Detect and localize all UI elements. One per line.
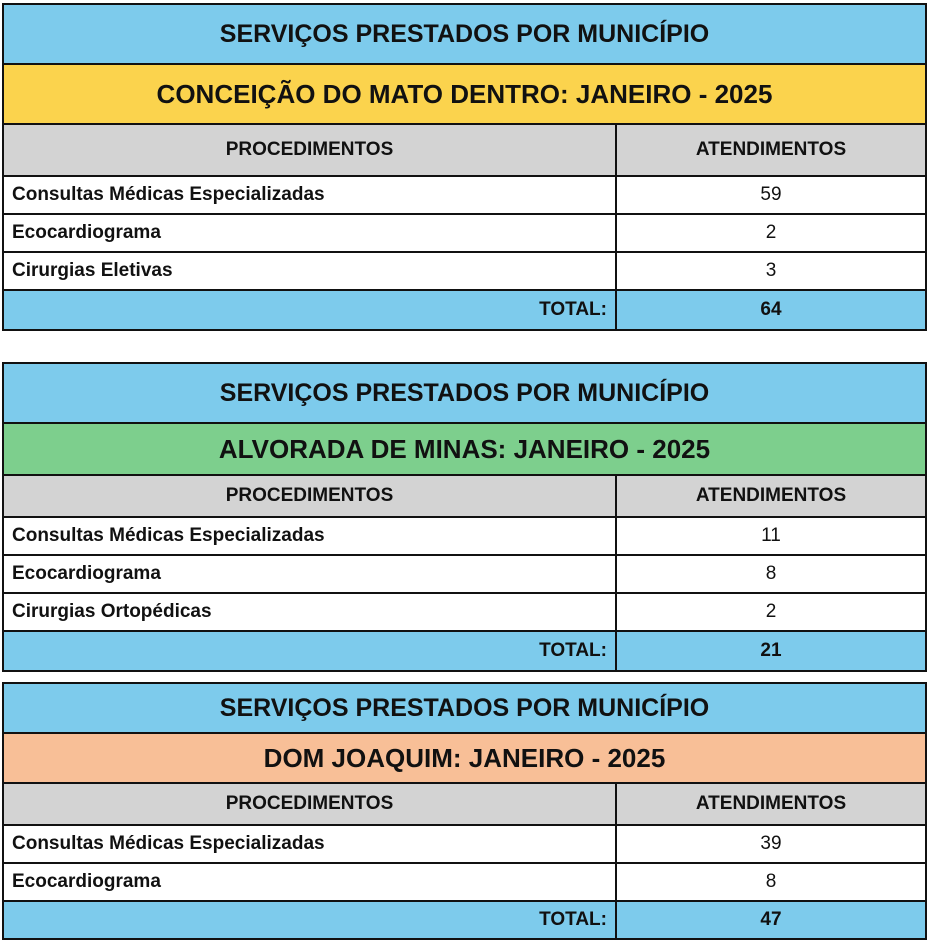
- table-alvorada: [2, 362, 927, 672]
- total-label: TOTAL:: [4, 902, 617, 938]
- count-cell: 2: [765, 222, 777, 243]
- table-row: [4, 826, 925, 864]
- table-row: [4, 556, 925, 594]
- visits-column-header: ATENDIMENTOS: [695, 485, 847, 506]
- procedures-column-header: PROCEDIMENTOS: [4, 125, 617, 175]
- count-cell: 59: [760, 184, 782, 205]
- table-row: [4, 518, 925, 556]
- count-cell: 8: [765, 871, 777, 892]
- visits-column-header: ATENDIMENTOS: [695, 793, 847, 814]
- count-cell: 2: [765, 601, 777, 622]
- total-row: [4, 632, 925, 670]
- procedure-cell: Cirurgias Eletivas: [4, 253, 617, 289]
- total-row: [4, 902, 925, 938]
- table-row: [4, 864, 925, 902]
- table-title: SERVIÇOS PRESTADOS POR MUNICÍPIO: [4, 364, 925, 424]
- table-row: [4, 215, 925, 253]
- procedures-column-header: PROCEDIMENTOS: [4, 784, 617, 824]
- procedure-cell: Cirurgias Ortopédicas: [4, 594, 617, 630]
- table-row: [4, 594, 925, 632]
- procedure-cell: Ecocardiograma: [4, 864, 617, 900]
- procedures-column-header: PROCEDIMENTOS: [4, 476, 617, 516]
- procedure-cell: Consultas Médicas Especializadas: [4, 518, 617, 554]
- column-header-row: [4, 784, 925, 826]
- count-cell: 8: [765, 563, 777, 584]
- total-label: TOTAL:: [4, 291, 617, 329]
- count-cell: 39: [760, 833, 782, 854]
- municipality-header: DOM JOAQUIM: JANEIRO - 2025: [4, 734, 925, 784]
- municipality-header: ALVORADA DE MINAS: JANEIRO - 2025: [4, 424, 925, 476]
- municipality-header: CONCEIÇÃO DO MATO DENTRO: JANEIRO - 2025: [4, 65, 925, 125]
- visits-column-header: ATENDIMENTOS: [695, 139, 847, 160]
- procedure-cell: Consultas Médicas Especializadas: [4, 826, 617, 862]
- count-cell: 11: [761, 525, 781, 546]
- procedure-cell: Consultas Médicas Especializadas: [4, 177, 617, 213]
- table-row: [4, 253, 925, 291]
- total-row: [4, 291, 925, 329]
- table-dom-joaquim: [2, 682, 927, 940]
- table-row: [4, 177, 925, 215]
- table-title: SERVIÇOS PRESTADOS POR MUNICÍPIO: [4, 5, 925, 65]
- total-value: 47: [760, 909, 782, 930]
- table-title: SERVIÇOS PRESTADOS POR MUNICÍPIO: [4, 684, 925, 734]
- total-value: 64: [760, 299, 782, 320]
- column-header-row: [4, 476, 925, 518]
- column-header-row: [4, 125, 925, 177]
- total-value: 21: [760, 640, 782, 661]
- table-conceicao: [2, 3, 927, 331]
- procedure-cell: Ecocardiograma: [4, 215, 617, 251]
- total-label: TOTAL:: [4, 632, 617, 670]
- procedure-cell: Ecocardiograma: [4, 556, 617, 592]
- count-cell: 3: [765, 260, 777, 281]
